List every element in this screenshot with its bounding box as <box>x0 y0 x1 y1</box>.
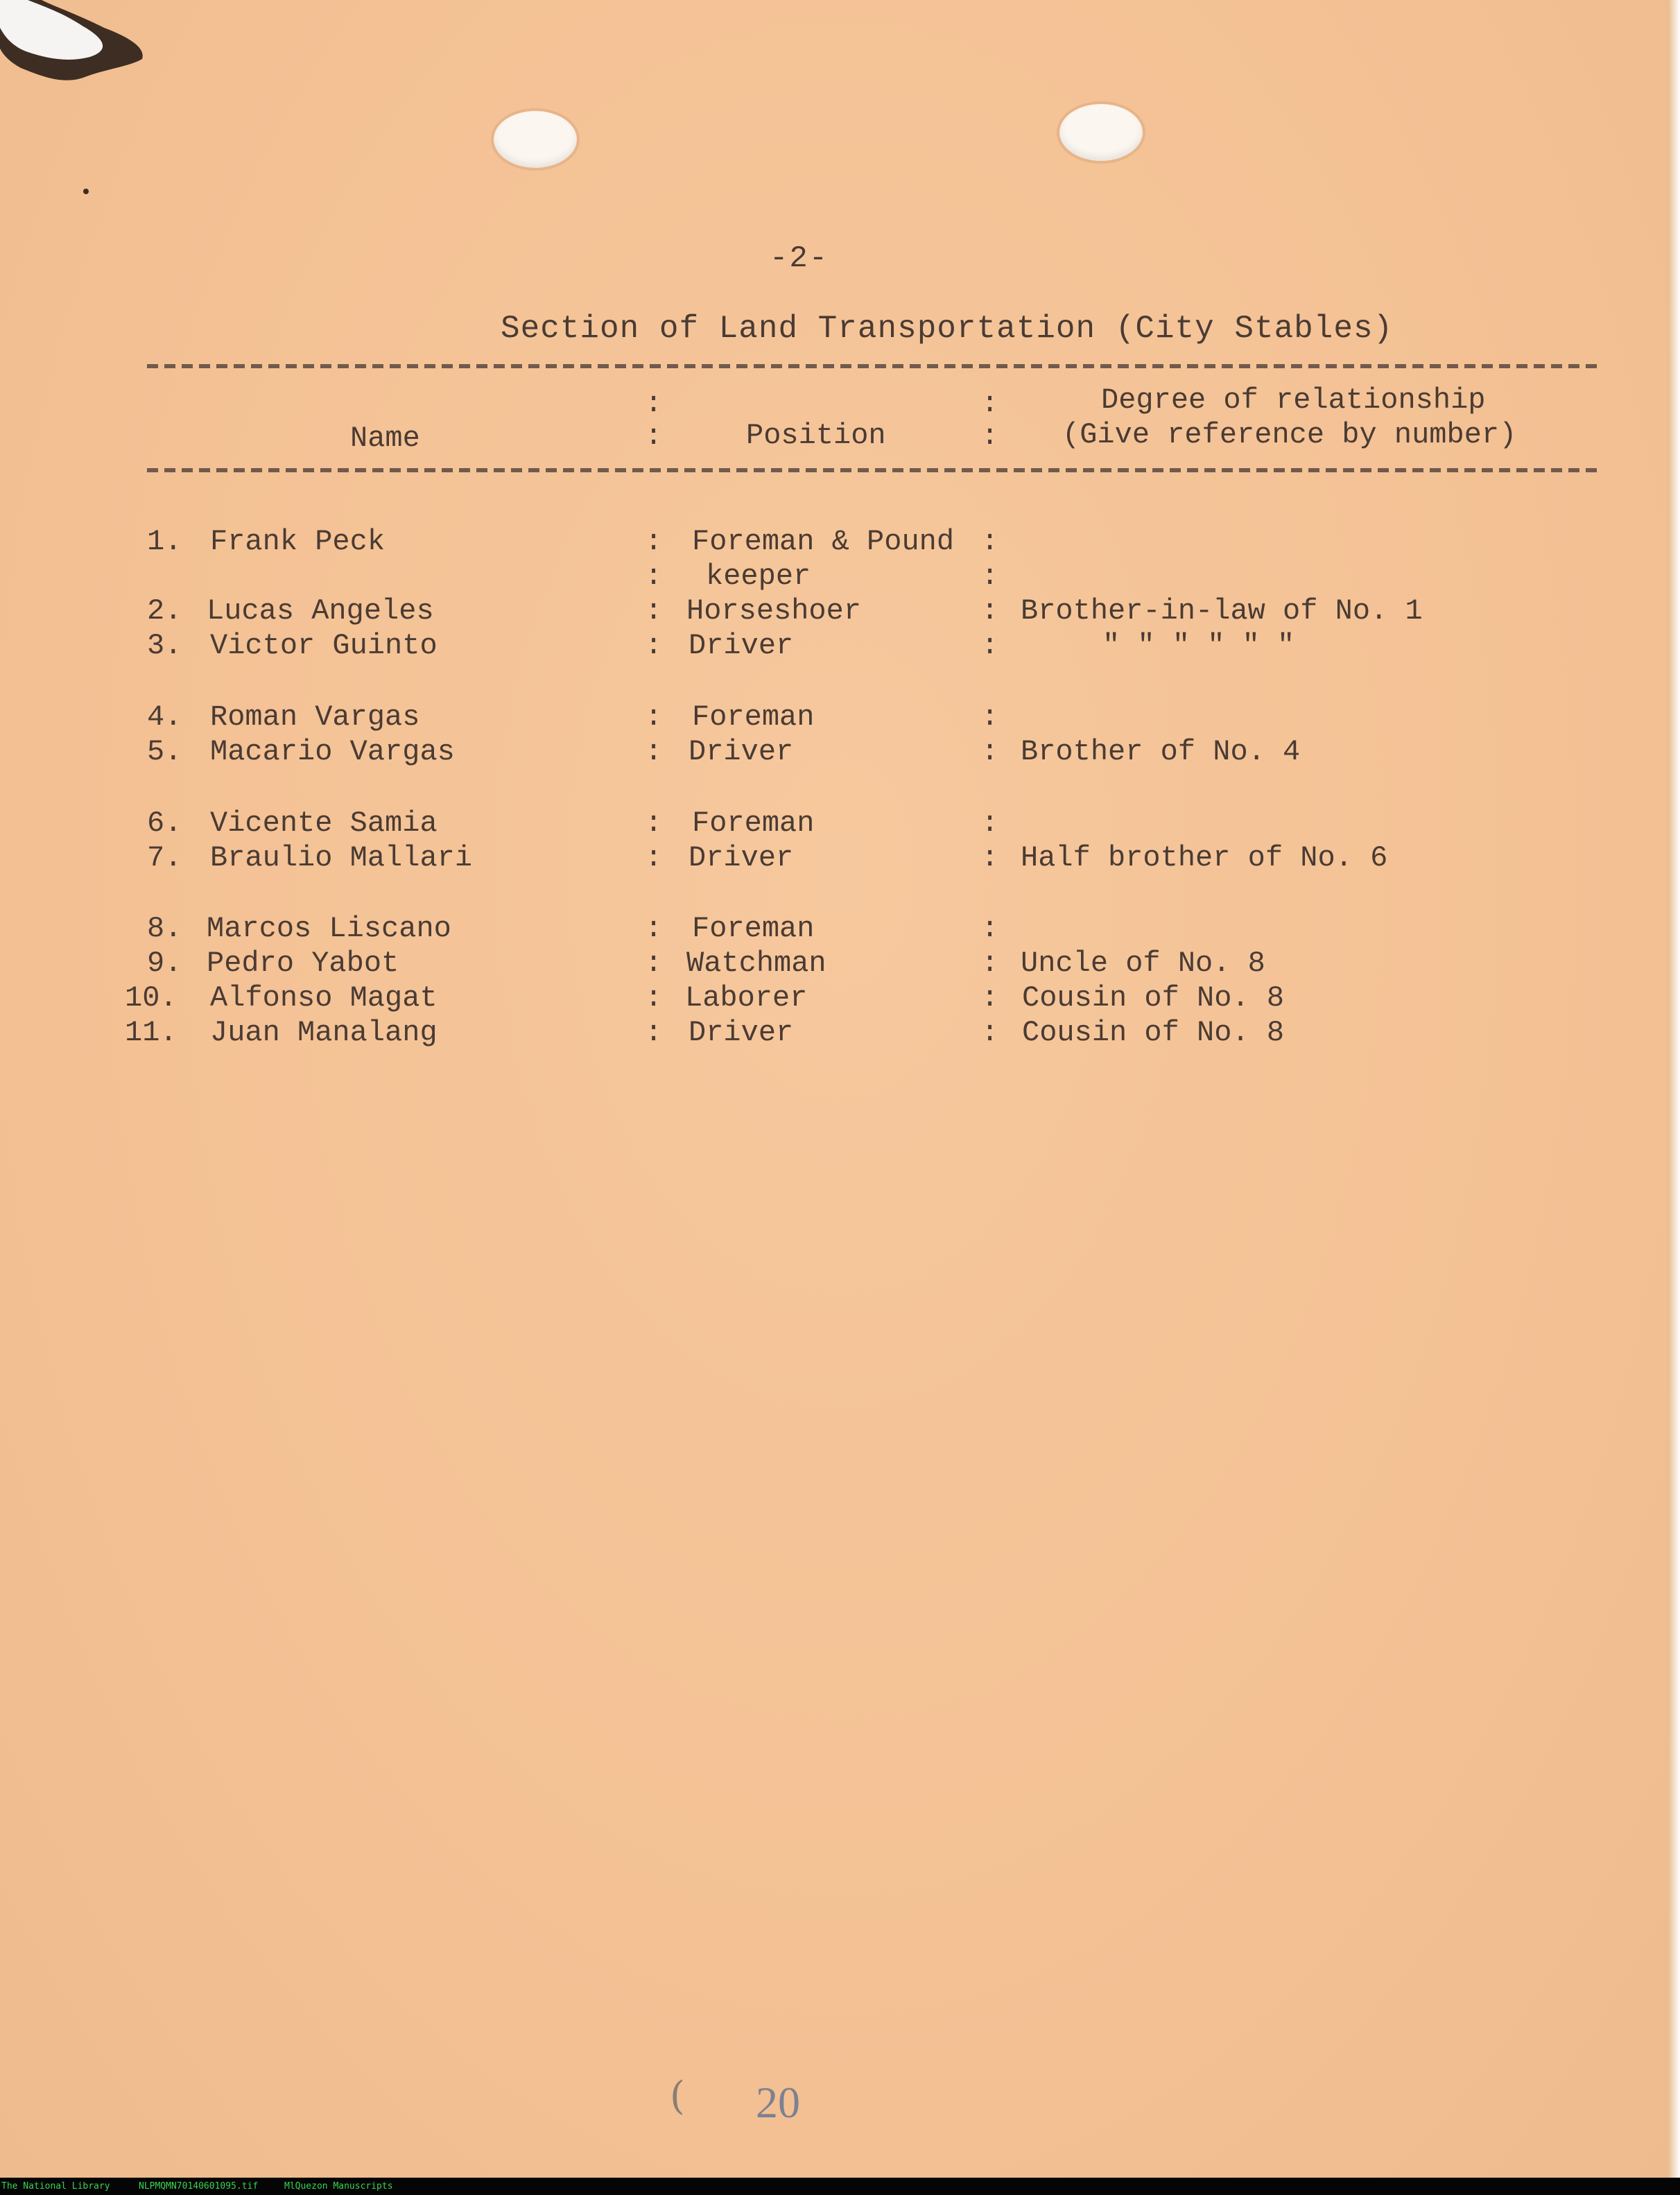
row-number: 9. <box>147 947 182 980</box>
row-colon: : <box>645 912 663 945</box>
row-number: 11. <box>125 1016 177 1049</box>
row-name: Braulio Mallari <box>210 841 473 875</box>
row-colon: : <box>645 841 663 875</box>
row-name: Vicente Samia <box>210 807 438 840</box>
page-number: -2- <box>770 241 829 276</box>
header-colon: : <box>981 387 999 420</box>
row-position: Foreman <box>692 807 815 840</box>
header-bottom-rule <box>147 468 1602 472</box>
row-colon: : <box>981 1016 999 1049</box>
row-number: 7. <box>147 841 182 875</box>
row-colon: : <box>645 700 663 734</box>
header-colon: : <box>981 420 999 453</box>
row-colon: : <box>645 947 663 980</box>
row-position: Watchman <box>686 947 826 980</box>
footer-library: The National Library <box>1 2181 110 2192</box>
row-colon: : <box>645 735 663 768</box>
row-colon: : <box>981 560 999 593</box>
row-number: 4. <box>147 700 182 734</box>
row-relation: Cousin of No. 8 <box>1022 1016 1285 1049</box>
header-colon: : <box>645 420 663 453</box>
header-degree-line1: Degree of relationship <box>1101 384 1486 417</box>
row-number: 1. <box>147 525 182 558</box>
row-position: Horseshoer <box>686 594 862 628</box>
row-name: Lucas Angeles <box>207 594 434 628</box>
row-relation: Uncle of No. 8 <box>1021 947 1265 980</box>
row-position: Laborer <box>685 981 808 1015</box>
row-name: Roman Vargas <box>210 700 420 734</box>
row-colon: : <box>981 912 999 945</box>
punch-hole-left <box>494 111 577 168</box>
row-name: Victor Guinto <box>210 629 438 662</box>
row-colon: : <box>981 525 999 558</box>
row-number: 6. <box>147 807 182 840</box>
row-name: Pedro Yabot <box>207 947 399 980</box>
header-name: Name <box>350 422 420 455</box>
row-number: 8. <box>147 912 182 945</box>
header-degree-line2: (Give reference by number) <box>1062 418 1517 451</box>
stamp-number: 20 <box>756 2078 800 2127</box>
row-number: 2. <box>147 594 182 628</box>
row-position: Foreman <box>692 912 815 945</box>
row-relation: " " " " " " <box>1102 629 1295 662</box>
row-number: 10. <box>125 981 177 1015</box>
row-position: Driver <box>689 1016 794 1049</box>
row-colon: : <box>981 629 999 662</box>
scan-footer-bar <box>0 2178 1680 2195</box>
header-colon: : <box>645 387 663 420</box>
footer-file: NLPMQMN70140601095.tif <box>139 2181 259 2192</box>
row-relation: Brother of No. 4 <box>1021 735 1301 768</box>
row-name: Marcos Liscano <box>207 912 451 945</box>
row-name: Juan Manalang <box>210 1016 438 1049</box>
row-colon: : <box>645 629 663 662</box>
row-colon: : <box>981 841 999 875</box>
row-relation: Half brother of No. 6 <box>1021 841 1388 875</box>
row-colon: : <box>981 735 999 768</box>
row-colon: : <box>981 807 999 840</box>
row-colon: : <box>645 807 663 840</box>
row-relation: Brother-in-law of No. 1 <box>1021 594 1423 628</box>
row-colon: : <box>981 594 999 628</box>
burn-mark <box>0 0 153 90</box>
row-position: Driver <box>689 841 794 875</box>
row-position: Foreman <box>692 700 815 734</box>
ink-speck <box>83 189 89 194</box>
header-position: Position <box>746 419 886 452</box>
row-position: Driver <box>689 735 794 768</box>
row-colon: : <box>645 594 663 628</box>
row-name: Frank Peck <box>210 525 386 558</box>
row-colon: : <box>981 981 999 1015</box>
footer-collection: MlQuezon Manuscripts <box>284 2181 393 2192</box>
row-colon: : <box>981 947 999 980</box>
row-position: Foreman & Pound <box>692 525 955 558</box>
row-name: Alfonso Magat <box>210 981 438 1015</box>
row-colon: : <box>645 560 663 593</box>
row-colon: : <box>645 1016 663 1049</box>
row-colon: : <box>645 525 663 558</box>
row-number: 3. <box>147 629 182 662</box>
header-top-rule <box>147 364 1602 368</box>
row-relation: Cousin of No. 8 <box>1022 981 1285 1015</box>
row-number: 5. <box>147 735 182 768</box>
row-colon: : <box>645 981 663 1015</box>
punch-hole-right <box>1059 104 1143 161</box>
row-colon: : <box>981 700 999 734</box>
row-position: Driver <box>689 629 794 662</box>
row-position: keeper <box>706 560 811 593</box>
paper-edge <box>1668 0 1680 2178</box>
pencil-mark: ( <box>670 2074 685 2119</box>
section-title: Section of Land Transportation (City Stables) <box>501 311 1394 347</box>
row-name: Macario Vargas <box>210 735 455 768</box>
